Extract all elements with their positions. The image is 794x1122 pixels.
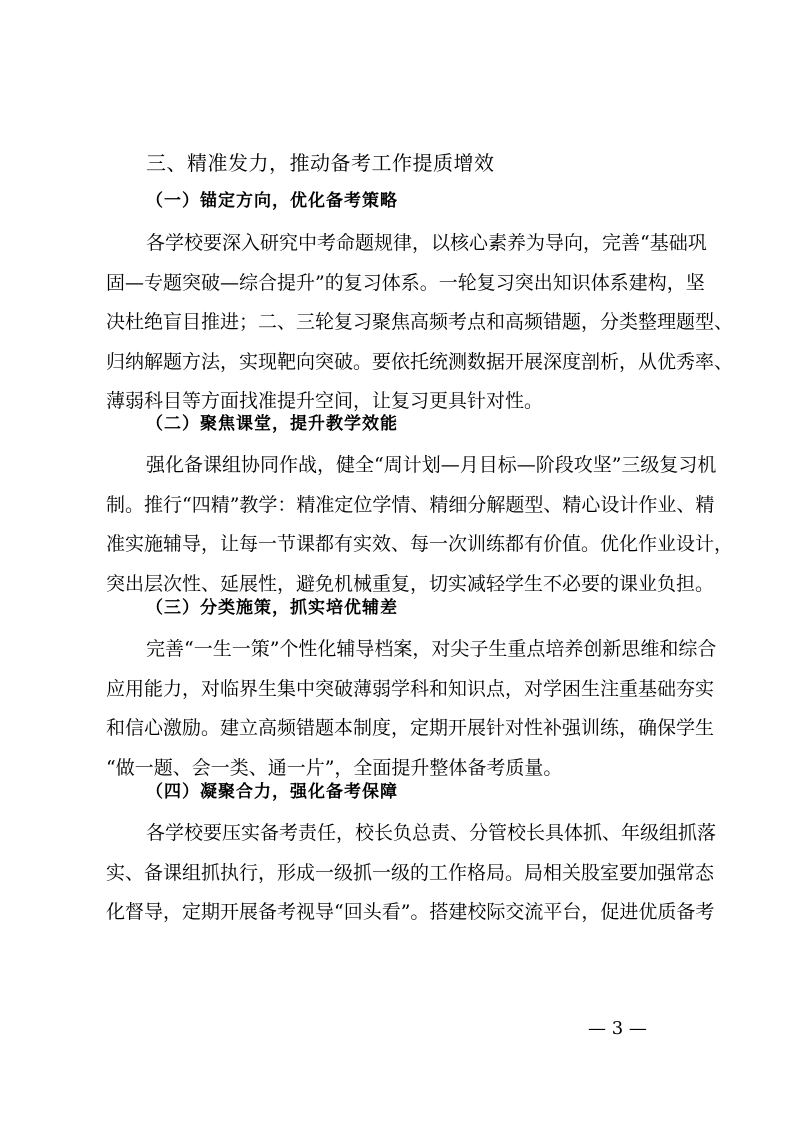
section-heading: 三、精准发力，推动备考工作提质增效 bbox=[146, 151, 495, 175]
subsection-title-4: （四）凝聚合力，强化备考保障 bbox=[146, 782, 398, 802]
paragraph-line: “做一题、会一类、通一片”，全面提升整体备考质量。 bbox=[106, 756, 563, 779]
paragraph-line: 完善“一生一策”个性化辅导档案，对尖子生重点培养创新思维和综合 bbox=[146, 638, 717, 660]
paragraph-line: 决杜绝盲目推进；二、三轮复习聚焦高频考点和高频错题，分类整理题型、 bbox=[106, 311, 734, 333]
paragraph-line: 突出层次性、延展性，避免机械重复，切实减轻学生不必要的课业负担。 bbox=[106, 572, 715, 595]
subsection-title-1: （一）锚定方向，优化备考策略 bbox=[146, 191, 398, 211]
paragraph-3 bbox=[106, 630, 717, 788]
paragraph-1 bbox=[106, 224, 734, 422]
paragraph-line: 各学校要压实备考责任，校长负总责、分管校长具体抓、年级组抓落 bbox=[146, 822, 717, 844]
paragraph-line: 薄弱科目等方面找准提升空间，让复习更具针对性。 bbox=[106, 390, 544, 412]
paragraph-line: 归纳解题方法，实现靶向突破。要依托统测数据开展深度剖析，从优秀率、 bbox=[106, 350, 734, 373]
subsection-title-3: （三）分类施策，抓实培优辅差 bbox=[146, 598, 398, 618]
paragraph-line: 准实施辅导，让每一节课都有实效、每一次训练都有价值。优化作业设计， bbox=[106, 533, 734, 555]
paragraph-line: 和信心激励。建立高频错题本制度，定期开展针对性补强训练，确保学生 bbox=[106, 717, 715, 739]
paragraph-4 bbox=[106, 814, 717, 933]
paragraph-line: 固—专题突破—综合提升”的复习体系。一轮复习突出知识体系建构，坚 bbox=[106, 271, 705, 294]
paragraph-line: 各学校要深入研究中考命题规律，以核心素养为导向，完善“基础巩 bbox=[146, 232, 707, 254]
subsection-title-2: （二）聚焦课堂，提升教学效能 bbox=[146, 414, 398, 434]
page-number: — 3 — bbox=[588, 1018, 647, 1039]
paragraph-line: 应用能力，对临界生集中突破薄弱学科和知识点，对学困生注重基础夯实 bbox=[106, 677, 715, 700]
paragraph-line: 制。推行“四精”教学：精准定位学情、精细分解题型、精心设计作业、精 bbox=[106, 493, 715, 516]
paragraph-line: 实、备课组抓执行，形成一级抓一级的工作格局。局相关股室要加强常态 bbox=[106, 861, 715, 884]
paragraph-line: 化督导，定期开展备考视导“回头看”。搭建校际交流平台，促进优质备考 bbox=[106, 901, 715, 923]
paragraph-2 bbox=[106, 446, 734, 604]
paragraph-line: 强化备课组协同作战，健全“周计划—月目标—阶段攻坚”三级复习机 bbox=[146, 454, 717, 476]
